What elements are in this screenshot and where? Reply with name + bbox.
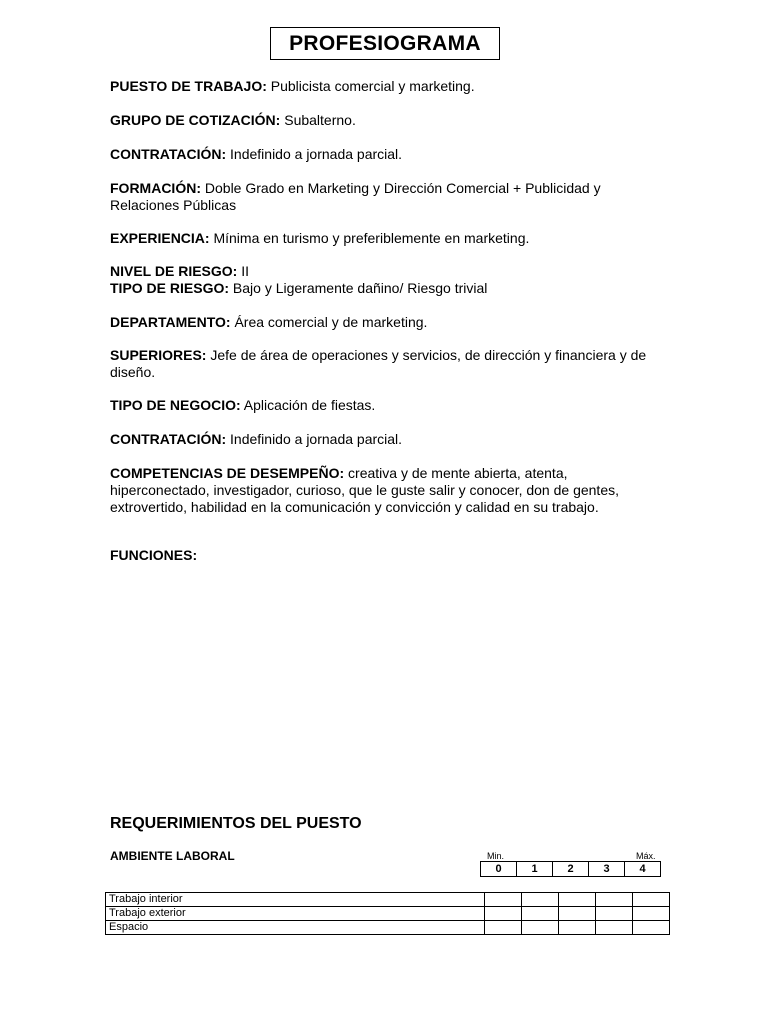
field-value: Área comercial y de marketing. [230,314,428,330]
page-title: PROFESIOGRAMA [270,27,500,60]
field-puesto [110,78,670,95]
field-value: Indefinido a jornada parcial. [226,431,403,447]
field-grupo [110,112,670,129]
field-value: Subalterno. [280,112,356,128]
scale-cell: 0 [481,862,517,877]
field-label: GRUPO DE COTIZACIÓN: [110,112,281,128]
scale-cell: 3 [589,862,625,877]
field-value: Bajo y Ligeramente dañino/ Riesgo trivial [229,280,488,296]
rating-cell[interactable] [633,921,670,935]
row-label: Trabajo interior [106,893,485,907]
rating-cell[interactable] [559,907,596,921]
scale-header [480,861,661,877]
field-tipo-riesgo [110,280,670,297]
rating-cell[interactable] [596,907,633,921]
field-label: COMPETENCIAS DE DESEMPEÑO: [110,465,345,481]
row-label: Espacio [106,921,485,935]
field-nivel-riesgo [110,263,670,280]
field-value: Aplicación de fiestas. [240,397,376,413]
field-value: Mínima en turismo y preferiblemente en marketing. [209,230,530,246]
scale-min-label: Min. [487,851,505,861]
field-label: PUESTO DE TRABAJO: [110,78,267,94]
rating-cell[interactable] [559,921,596,935]
rating-cell[interactable] [596,893,633,907]
section-label: AMBIENTE LABORAL [110,849,235,863]
rating-cell[interactable] [633,907,670,921]
row-label: Trabajo exterior [106,907,485,921]
rating-cell[interactable] [596,921,633,935]
scale-max-label: Máx. [636,851,656,861]
field-label: NIVEL DE RIESGO: [110,263,238,279]
field-value: creativa y de mente abierta, atenta, hiperconectado, investigador, curioso, que le guste salir y conocer, don de gentes, extrovertido, habilidad en la comunicación y convicción y calidad en su trabajo. [110,465,619,515]
field-label: CONTRATACIÓN: [110,146,227,162]
scale-cell: 2 [553,862,589,877]
rating-cell[interactable] [485,893,522,907]
field-experiencia [110,230,670,247]
table-row [106,893,670,907]
requirements-title: REQUERIMIENTOS DEL PUESTO [110,815,362,832]
field-competencias [110,465,670,516]
rating-cell[interactable] [485,907,522,921]
scale-cell: 4 [625,862,661,877]
requirements-table [105,892,670,935]
field-label: EXPERIENCIA: [110,230,210,246]
field-superiores [110,347,670,381]
field-formacion [110,180,670,214]
rating-cell[interactable] [522,893,559,907]
field-value: Jefe de área de operaciones y servicios, de dirección y financiera y de diseño. [110,347,647,380]
rating-cell[interactable] [522,921,559,935]
field-funciones [110,547,670,564]
rating-cell[interactable] [522,907,559,921]
field-label: TIPO DE RIESGO: [110,280,230,296]
field-label: FORMACIÓN: [110,180,201,196]
rating-cell[interactable] [485,921,522,935]
field-value: Publicista comercial y marketing. [266,78,475,94]
field-contratacion [110,146,670,163]
field-value: Doble Grado en Marketing y Dirección Comercial + Publicidad y Relaciones Públicas [110,180,601,213]
field-value: Indefinido a jornada parcial. [226,146,403,162]
field-label: CONTRATACIÓN: [110,431,227,447]
field-value: II [237,263,249,279]
field-tipo-negocio [110,397,670,414]
table-row [106,921,670,935]
field-label: DEPARTAMENTO: [110,314,231,330]
rating-cell[interactable] [633,893,670,907]
scale-cell: 1 [517,862,553,877]
field-label: TIPO DE NEGOCIO: [110,397,241,413]
field-departamento [110,314,670,331]
rating-cell[interactable] [559,893,596,907]
table-row [106,907,670,921]
field-contratacion-2 [110,431,670,448]
field-label: SUPERIORES: [110,347,207,363]
field-label: FUNCIONES: [110,547,198,563]
